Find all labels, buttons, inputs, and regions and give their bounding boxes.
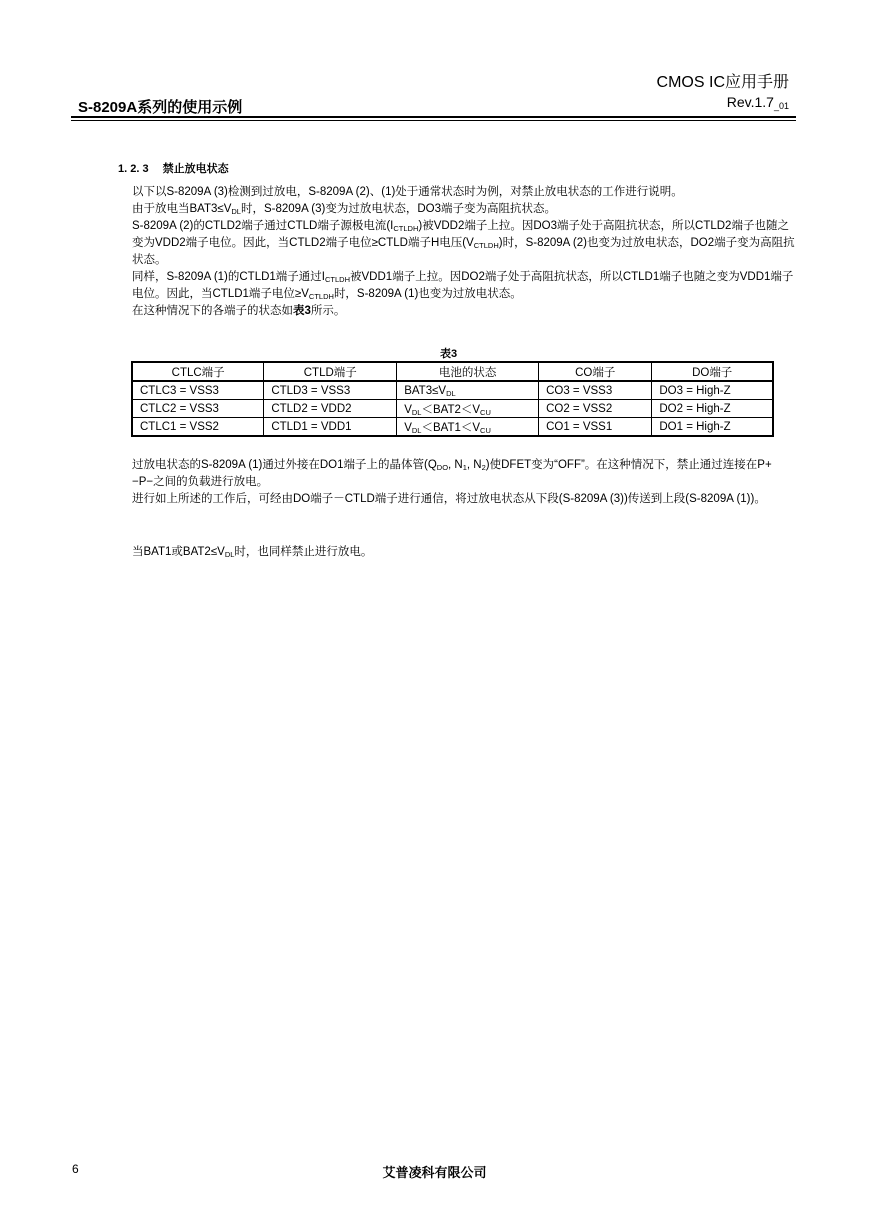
body-line-5: 在这种情况下的各端子的状态如表3所示。 <box>132 305 346 317</box>
table-cell: CTLD1 = VDD1 <box>264 418 397 437</box>
table-caption: 表3 <box>440 348 458 360</box>
body-line-2: 由于放电当$BAT3\le V_{DL}$时，S-8209A (3)变为过放电状态，DO3端子变为高阻抗状态。 <box>132 203 556 216</box>
table-cell: DO1 = High-Z <box>652 418 773 437</box>
document-title: S-8209A系列的使用示例 <box>78 99 243 116</box>
after-table-paragraph-1: 过放电状态的S-8209A (1)通过外接在DO1端子上的晶体管($Q_{DO}$, $N_1$, $N_2$)使DFET变为“OFF”。在这种情况下，禁止通过连接在P+−P−之间的负载进行放电。 进行如上所述的工作后，可经由DO端子－CTLD端子进行通信，将过放电状态从下段(S-8209A (3))传送到上段(S-8209A (1))。 <box>132 457 796 508</box>
section-heading <box>118 160 229 176</box>
section-number: 1. 2. 3 <box>118 163 149 175</box>
manual-title: CMOS IC应用手册 <box>656 74 789 91</box>
table-cell: $V_{DL}<BAT2<V_{CU}$ <box>397 400 539 418</box>
table-cell: CO3 = VSS3 <box>539 381 652 400</box>
table-cell: CTLC3 = VSS3 <box>132 381 264 400</box>
col-header: CO端子 <box>539 362 652 381</box>
after-table-paragraph-3: 当BAT1或$BAT2\le V_{DL}$时，也同样禁止进行放电。 <box>132 546 373 559</box>
body-line-4: 同样，S-8209A (1)的CTLD1端子通过$I_{CTLDH}$被VDD1端子上拉。因DO2端子处于高阻抗状态，所以CTLD1端子也随之变为VDD1端子电位。因此，当CTLD1端子电位$\ge V_{CTLDH}$时，S-8209A (1)也变为过放电状态。 <box>132 271 794 301</box>
table-cell: CTLD3 = VSS3 <box>264 381 397 400</box>
page-number: 6 <box>72 1162 79 1176</box>
revision: $Rev.1.7_{\_01}$ <box>726 94 789 111</box>
table-cell: CTLD2 = VDD2 <box>264 400 397 418</box>
after-table-paragraph-2: 进行如上所述的工作后，可经由DO端子－CTLD端子进行通信，将过放电状态从下段(S-8209A (3))传送到上段(S-8209A (1))。 <box>132 493 766 505</box>
company-name: 艾普凌科有限公司 <box>382 1165 487 1180</box>
col-header: 电池的状态 <box>397 362 539 381</box>
col-header: CTLD端子 <box>264 362 397 381</box>
col-header: DO端子 <box>652 362 773 381</box>
header-right <box>657 73 789 111</box>
body-line-1: 以下以S-8209A (3)检测到过放电，S-8209A (2)、(1)处于通常状态时为例，对禁止放电状态的工作进行说明。 <box>132 186 683 198</box>
table-reference: 表3 <box>293 305 311 317</box>
body-line-3: S-8209A (2)的CTLD2端子通过CTLD端子源极电流$(I_{CTLDH})$被VDD2端子上拉。因DO3端子处于高阻抗状态，所以CTLD2端子也随之变为VDD2端子电位。因此，当CTLD2端子电位≥CTLD端子H电压$(V_{CTLDH})$时，S-8209A (2)也变为过放电状态，DO2端子变为高阻抗状态。 <box>132 220 795 266</box>
body-paragraphs <box>132 184 796 320</box>
table-cell: CTLC1 = VSS2 <box>132 418 264 437</box>
table-cell: DO2 = High-Z <box>652 400 773 418</box>
header-rule-thin <box>71 120 796 121</box>
table-cell: CO1 = VSS1 <box>539 418 652 437</box>
col-header: CTLC端子 <box>132 362 264 381</box>
state-table <box>131 361 774 437</box>
table-row <box>132 381 773 400</box>
table-header-row <box>132 362 773 381</box>
table-row <box>132 400 773 418</box>
header-rule-thick <box>71 116 796 118</box>
table-cell: CTLC2 = VSS3 <box>132 400 264 418</box>
table-row <box>132 418 773 437</box>
table-cell: $BAT3\le V_{DL}$ <box>397 381 539 400</box>
table-cell: $V_{DL}<BAT1<V_{CU}$ <box>397 418 539 437</box>
table-cell: CO2 = VSS2 <box>539 400 652 418</box>
table-cell: DO3 = High-Z <box>652 381 773 400</box>
section-title: 禁止放电状态 <box>162 163 229 175</box>
